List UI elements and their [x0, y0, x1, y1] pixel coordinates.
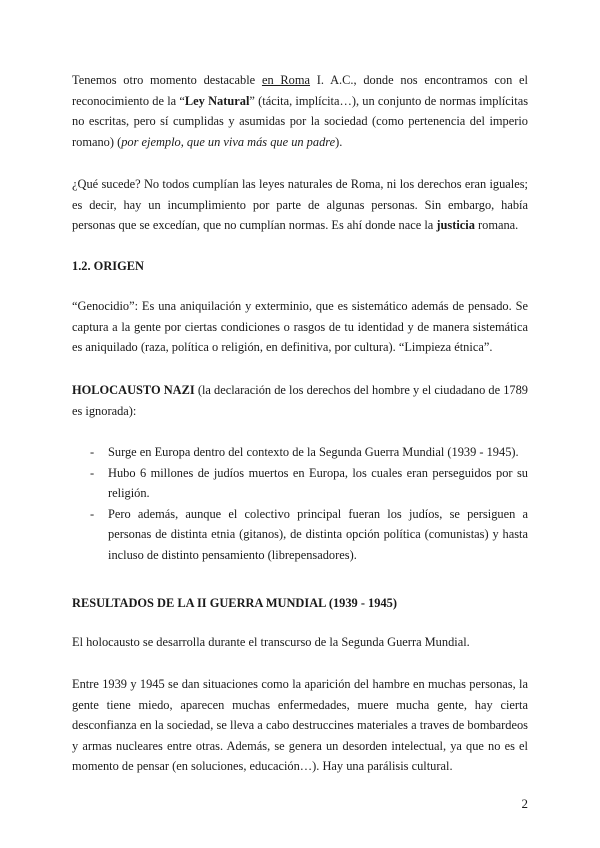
list-item [72, 463, 528, 504]
dash-bullet-icon: - [90, 506, 95, 521]
text-span: romana. [474, 218, 519, 233]
heading-origen: 1.2. ORIGEN [72, 259, 144, 273]
italic-example: por ejemplo, que un viva más que un padre [121, 134, 336, 149]
bold-ley-natural: Ley Natural [184, 93, 250, 108]
paragraph-holocausto-nazi [72, 380, 528, 421]
paragraph-entre-1939-1945: Entre 1939 y 1945 se dan situaciones como la aparición del hambre en muchas personas, la gente tiene miedo, aparecen muchas enfermedades, muere mucha gente, hay cierta desconfianza en la sociedad, se lleva a cabo destruccines materiales a traves de bombardeos y armas nucleares entre otras. Además, se genera un desorden intelectual, ya que no es el momento de pensar (en soluciones, educación…). Hay una parálisis cultural. [72, 677, 528, 774]
dash-bullet-icon: - [90, 465, 95, 480]
text-span: I. A.C., donde nos encontramos con el reconocimiento de la “ [72, 73, 528, 108]
bold-holocausto-nazi: HOLOCAUSTO NAZI [72, 383, 195, 397]
heading-resultados: RESULTADOS DE LA II GUERRA MUNDIAL (1939 - 1945) [72, 596, 397, 610]
text-span: ¿Qué sucede? No todos cumplían las leyes naturales de Roma, ni los derechos eran iguales; es decir, hay un incumplimiento por parte de algunas personas. Sin embargo, había personas que se excedían, que no cumplían normas. Es ahí donde nace la [72, 177, 528, 233]
paragraph-holocausto-desarrolla: El holocausto se desarrolla durante el transcurso de la Segunda Guerra Mundial. [72, 635, 470, 649]
list-item-text: Pero además, aunque el colectivo principal fueran los judíos, se persiguen a personas de distinta etnia (gitanos), de distinta opción política (comunistas) y hasta incluso de distinto pensamiento (librepensadores). [108, 506, 528, 562]
text-span: ” (tácita, implícita…), un conjunto de normas implícitas no escritas, pero sí cumplidas y asumidas por la sociedad (como pertenencia del imperio romano) ( [72, 93, 529, 149]
text-span: (la declaración de los derechos del hombre y el ciudadano de 1789 es ignorada): [72, 383, 528, 418]
underlined-text-roma: en Roma [261, 73, 311, 87]
list-item-text: Surge en Europa dentro del contexto de la Segunda Guerra Mundial (1939 - 1945). [108, 445, 519, 459]
text-span: ). [335, 134, 343, 149]
text-span: Tenemos otro momento destacable [72, 73, 262, 87]
list-item [72, 442, 528, 463]
list-item [72, 504, 528, 566]
paragraph-genocidio: “Genocidio”: Es una aniquilación y exterminio, que es sistemático además de pensado. Se captura a la gente por ciertas condiciones o rasgos de tu identidad y de manera sistemática es aniquilado (raza, política o religión, en definitiva, por cultura). “Limpieza étnica”. [72, 299, 528, 355]
bold-justicia: justicia [436, 218, 475, 233]
paragraph-que-sucede [72, 174, 528, 236]
dash-bullet-icon: - [90, 445, 95, 459]
bullet-list [72, 442, 528, 566]
page-number: 2 [521, 796, 528, 811]
paragraph-roma [72, 70, 528, 152]
list-item-text: Hubo 6 millones de judíos muertos en Europa, los cuales eran perseguidos por su religión. [108, 465, 528, 501]
